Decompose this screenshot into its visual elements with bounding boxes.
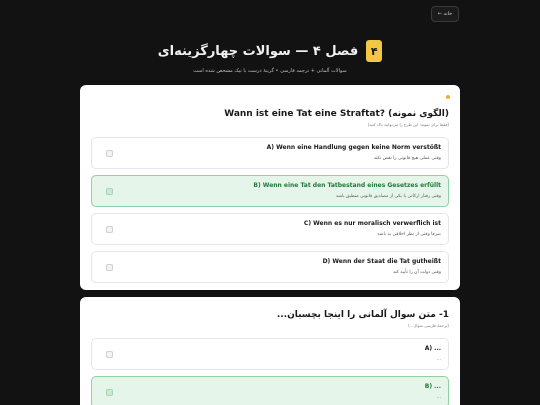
- option-checkbox[interactable]: [106, 264, 113, 271]
- option-a[interactable]: [91, 137, 449, 169]
- option-translation: وقتی رفتار ارکانی یا یکی از مصادیق قانونی منطبق باشد: [335, 194, 441, 199]
- option-translation: وقتی دولت آن را تأیید کند: [393, 270, 441, 275]
- page-title: فصل ۴ — سوالات چهارگزینه‌ای: [157, 43, 359, 59]
- option-checkbox[interactable]: [106, 188, 113, 195]
- question-title: 1- متن سوال آلمانی را اینجا بچسبان...: [276, 310, 449, 320]
- question-card: [80, 297, 460, 405]
- option-translation: ...: [436, 357, 441, 362]
- question-title: Wann ist eine Tat eine Straftat? (الگوی نمونه): [224, 109, 449, 119]
- question-hint: (فقط برای نمونه؛ این طرح را می‌توانید پاک کنید): [367, 122, 449, 127]
- option-checkbox[interactable]: [106, 226, 113, 233]
- option-a[interactable]: [91, 338, 449, 370]
- option-label: B) Wenn eine Tat den Tatbestand eines Gesetzes erfüllt: [253, 182, 441, 189]
- option-label: A) Wenn eine Handlung gegen keine Norm verstößt: [266, 144, 441, 151]
- question-hint: (ترجمهٔ فارسی سوال...): [408, 323, 449, 328]
- home-button[interactable]: ← خانه: [431, 6, 459, 22]
- option-translation: وقتی عملی هیچ قانونی را نقض نکند: [373, 156, 441, 161]
- question-card: [80, 85, 460, 290]
- option-label: C) Wenn es nur moralisch verwerflich ist: [303, 220, 441, 227]
- option-checkbox[interactable]: [106, 389, 113, 396]
- page-subtitle: سوالات آلمانی + ترجمه فارسی • گزینهٔ درست با تیک مشخص شده است: [193, 68, 347, 74]
- page-header: [0, 40, 540, 74]
- status-dot: [446, 95, 450, 99]
- option-c[interactable]: [91, 213, 449, 245]
- option-checkbox[interactable]: [106, 150, 113, 157]
- option-d[interactable]: [91, 251, 449, 283]
- title-row: [158, 40, 383, 62]
- option-translation: صرفا وقتی از نظر اخلاقی بد باشد: [377, 232, 441, 237]
- option-b[interactable]: [91, 175, 449, 207]
- option-label: D) Wenn der Staat die Tat gutheißt: [322, 258, 441, 265]
- option-label: A) ...: [424, 345, 441, 352]
- option-b[interactable]: [91, 376, 449, 405]
- option-translation: ...: [436, 395, 441, 400]
- chapter-badge: ۴: [366, 40, 382, 62]
- option-label: B) ...: [424, 383, 441, 390]
- option-checkbox[interactable]: [106, 351, 113, 358]
